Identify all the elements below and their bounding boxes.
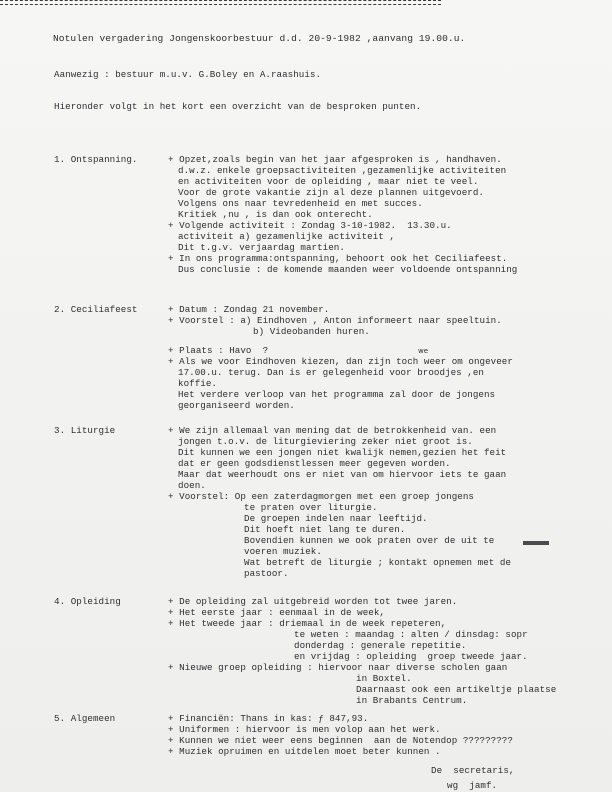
- text-line: Dit t.g.v. verjaardag martien.: [178, 242, 345, 253]
- text-line: + Muziek opruimen en uitdelen moet beter kunnen .: [168, 746, 441, 757]
- section-label-ceciliafeest: 2. Ceciliafeest: [54, 304, 138, 315]
- text-line: Daarnaast ook een artikeltje plaatse: [356, 684, 557, 695]
- section-label-algemeen: 5. Algemeen: [54, 713, 116, 724]
- section-label-opleiding: 4. Opleiding: [54, 596, 121, 607]
- text-line: in Boxtel.: [356, 673, 412, 684]
- text-line: + Plaats : Havo ?: [168, 345, 269, 356]
- text-line: + Datum : Zondag 21 november.: [168, 304, 330, 315]
- attendance-line: Aanwezig : bestuur m.u.v. G.Boley en A.raashuis.: [54, 69, 322, 80]
- text-line: + Het eerste jaar : eenmaal in de week,: [168, 607, 385, 618]
- text-line: en activiteiten voor de opleiding , maar niet te veel.: [178, 176, 479, 187]
- text-line: + De opleiding zal uitgebreid worden tot twee jaren.: [168, 596, 458, 607]
- text-line: te weten : maandag : alten / dinsdag: sopr: [294, 629, 528, 640]
- text-line: + Nieuwe groep opleiding : hiervoor naar diverse scholen gaan: [168, 662, 508, 673]
- text-line: Dit hoeft niet lang te duren.: [244, 524, 406, 535]
- title-underline: [0, 0, 441, 5]
- signature-name: wg jamf.: [447, 780, 498, 791]
- text-line: in Brabants Centrum.: [356, 695, 468, 706]
- text-line: Volgens ons naar tevredenheid en met succes.: [178, 198, 423, 209]
- text-line: donderdag : generale repetitie.: [294, 640, 467, 651]
- text-line: georganiseerd worden.: [178, 400, 295, 411]
- text-line: Maar dat weerhoudt ons er niet van om hiervoor iets te gaan: [178, 469, 507, 480]
- text-line: doen.: [178, 480, 206, 491]
- text-line: b) Videobanden huren.: [253, 326, 370, 337]
- text-line: 17.00.u. terug. Dan is er gelegenheid voor broodjes ,en: [178, 367, 484, 378]
- text-line: + Het tweede jaar : driemaal in de week repeteren,: [168, 618, 447, 629]
- text-line: te praten over liturgie.: [244, 502, 378, 513]
- text-line: De groepen indelen naar leeftijd.: [244, 513, 428, 524]
- redaction-mark: [523, 541, 549, 545]
- text-line: + In ons programma:ontspanning, behoort ook het Ceciliafeest.: [168, 253, 508, 264]
- text-line: Wat betreft de liturgie ; kontakt opnemen met de: [244, 557, 512, 568]
- text-line: Het verdere verloop van het programma zal door de jongens: [178, 389, 496, 400]
- text-line: + Kunnen we niet weer eens beginnen aan de Notendop ?????????: [168, 735, 513, 746]
- text-line: + Als we voor Eindhoven kiezen, dan zijn toch weer om ongeveer: [168, 356, 513, 367]
- signature-role: De secretaris,: [431, 765, 515, 776]
- text-line: koffie.: [178, 378, 217, 389]
- document-title: Notulen vergadering Jongenskoorbestuur d.d. 20-9-1982 ,aanvang 19.00.u.: [53, 33, 466, 44]
- text-line: + Opzet,zoals begin van het jaar afgesproken is , handhaven.: [168, 154, 502, 165]
- text-line: pastoor.: [244, 568, 289, 579]
- text-line: Dus conclusie : de komende maanden weer voldoende ontspanning: [178, 264, 518, 275]
- text-line: Kritiek ,nu , is dan ook onterecht.: [178, 209, 373, 220]
- text-line: Dit kunnen we een jongen niet kwalijk nemen,gezien het feit: [178, 447, 507, 458]
- text-line: + We zijn allemaal van mening dat de betrokkenheid van. een: [168, 425, 497, 436]
- text-line: en vrijdag : opleiding groep tweede jaar.: [294, 651, 528, 662]
- intro-line: Hieronder volgt in het kort een overzicht van de besproken punten.: [54, 101, 422, 112]
- text-line: voeren muziek.: [244, 546, 322, 557]
- text-line: activiteit a) gezamenlijke activiteit ,: [178, 231, 395, 242]
- section-label-ontspanning: 1. Ontspanning.: [54, 154, 138, 165]
- handwritten-note: we: [418, 347, 429, 355]
- text-line: + Voorstel: Op een zaterdagmorgen met een groep jongens: [168, 491, 474, 502]
- text-line: dat er geen godsdienstlessen meer gegeven worden.: [178, 458, 451, 469]
- section-label-liturgie: 3. Liturgie: [54, 425, 116, 436]
- text-line: d.w.z. enkele groepsactiviteiten ,gezamenlijke activiteiten: [178, 165, 507, 176]
- text-line: + Financiën: Thans in kas: ƒ 847,93.: [168, 713, 369, 724]
- text-line: + Voorstel : a) Eindhoven , Anton informeert naar speeltuin.: [168, 315, 502, 326]
- text-line: jongen t.o.v. de liturgieviering zeker niet groot is.: [178, 436, 473, 447]
- text-line: Bovendien kunnen we ook praten over de uit te: [244, 535, 495, 546]
- text-line: + Uniformen : hiervoor is men volop aan het werk.: [168, 724, 441, 735]
- text-line: Voor de grote vakantie zijn al deze plannen uitgevoerd.: [178, 187, 484, 198]
- text-line: + Volgende activiteit : Zondag 3-10-1982. 13.30.u.: [168, 220, 452, 231]
